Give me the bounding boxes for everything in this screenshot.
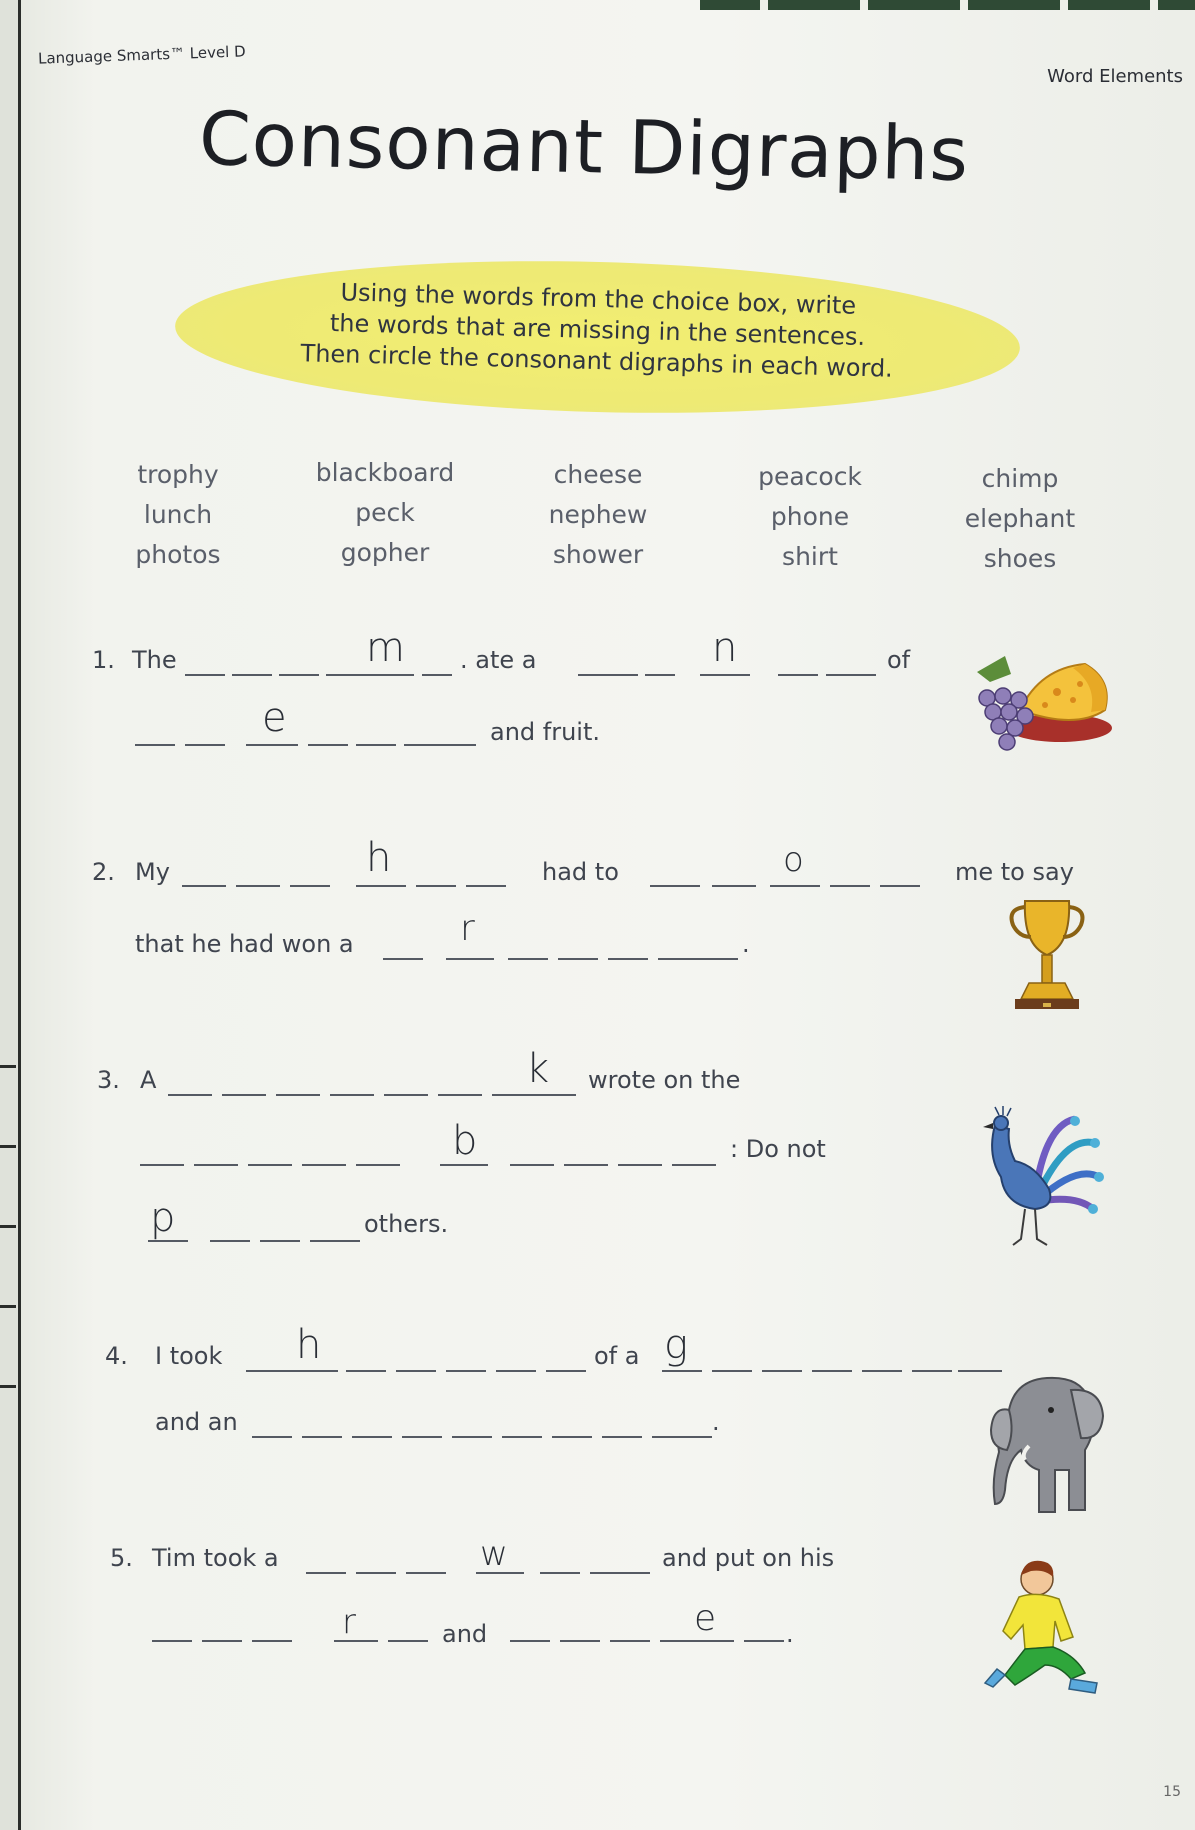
answer-blank[interactable] (778, 674, 818, 676)
peacock-icon (965, 1105, 1105, 1255)
answer-blank[interactable] (384, 1094, 428, 1096)
instruction-line: the words that are missing in the sentences. (329, 308, 866, 352)
answer-blank[interactable] (356, 1572, 396, 1574)
question-text: A (140, 1066, 157, 1094)
instruction-line: Using the words from the choice box, write (340, 278, 857, 320)
answer-blank[interactable] (912, 1370, 952, 1372)
question-number: 1. (92, 646, 115, 674)
answer-blank[interactable] (135, 744, 175, 746)
elephant-icon (985, 1370, 1110, 1525)
answer-blank[interactable] (652, 1436, 712, 1438)
answer-blank[interactable] (540, 1572, 580, 1574)
answer-blank[interactable] (446, 1370, 486, 1372)
choice-word: blackboard (315, 458, 455, 487)
question-text: I took (155, 1342, 223, 1370)
question-number: 2. (92, 858, 115, 886)
answer-blank[interactable] (185, 744, 225, 746)
choice-word: peck (355, 498, 415, 527)
handwritten-letter: o (783, 840, 804, 880)
question-text: had to (542, 858, 619, 886)
answer-blank[interactable] (334, 1640, 378, 1642)
answer-blank[interactable] (862, 1370, 902, 1372)
question-number: 5. (110, 1544, 133, 1572)
series-label: Language Smarts™ Level D (37, 42, 246, 68)
choice-word: lunch (143, 500, 213, 529)
question-text: . ate a (460, 646, 537, 674)
handwritten-letter: h (296, 1322, 322, 1368)
answer-blank[interactable] (406, 1572, 446, 1574)
answer-blank[interactable] (383, 958, 423, 960)
section-label: Word Elements (1047, 66, 1183, 87)
answer-blank[interactable] (744, 1640, 784, 1642)
trophy-icon (1005, 895, 1090, 1015)
answer-blank[interactable] (762, 1370, 802, 1372)
page-title: Consonant Digraphs (198, 96, 970, 199)
question-number: 3. (97, 1066, 120, 1094)
answer-blank[interactable] (252, 1436, 292, 1438)
cheese-grapes-icon (965, 650, 1115, 755)
question-text: My (135, 858, 170, 886)
answer-blank[interactable] (326, 674, 366, 676)
question-text: Tim took a (152, 1544, 279, 1572)
question-text: of (887, 646, 911, 674)
answer-blank[interactable] (276, 1094, 320, 1096)
answer-blank[interactable] (352, 1436, 392, 1438)
answer-blank[interactable] (590, 1572, 650, 1574)
instructions (229, 274, 966, 386)
answer-blank[interactable] (194, 1164, 238, 1166)
answer-blank[interactable] (232, 674, 272, 676)
answer-blank[interactable] (502, 1436, 542, 1438)
answer-blank[interactable] (416, 885, 456, 887)
answer-blank[interactable] (356, 744, 396, 746)
answer-blank[interactable] (830, 885, 870, 887)
answer-blank[interactable] (185, 674, 225, 676)
instruction-line: Then circle the consonant digraphs in each word. (300, 339, 894, 383)
answer-blank[interactable] (148, 1240, 188, 1242)
answer-blank[interactable] (248, 1164, 292, 1166)
question-text: and an (155, 1408, 238, 1436)
answer-blank[interactable] (558, 958, 598, 960)
answer-blank[interactable] (396, 1370, 436, 1372)
boy-putting-on-shoes-icon (975, 1555, 1120, 1705)
answer-blank[interactable] (712, 1370, 752, 1372)
answer-blank[interactable] (246, 1370, 338, 1372)
answer-blank[interactable] (260, 1240, 300, 1242)
choice-word: gopher (340, 538, 430, 567)
answer-blank[interactable] (290, 885, 330, 887)
answer-blank[interactable] (662, 1370, 702, 1372)
handwritten-letter: p (150, 1195, 176, 1241)
handwritten-letter: g (664, 1322, 689, 1368)
handwritten-letter: b (452, 1118, 478, 1164)
answer-blank[interactable] (246, 744, 298, 746)
choice-word: shirt (782, 542, 838, 571)
choice-word: trophy (137, 460, 219, 489)
answer-blank[interactable] (496, 1370, 536, 1372)
question-text: . (742, 930, 750, 958)
handwritten-letter: n (712, 625, 738, 671)
question-text: others. (364, 1210, 449, 1238)
question-text: and put on his (662, 1544, 835, 1572)
answer-blank[interactable] (236, 885, 280, 887)
answer-blank[interactable] (508, 958, 548, 960)
answer-blank[interactable] (366, 674, 414, 676)
answer-blank[interactable] (650, 885, 700, 887)
answer-blank[interactable] (546, 1370, 586, 1372)
answer-blank[interactable] (388, 1640, 428, 1642)
answer-blank[interactable] (252, 1640, 292, 1642)
answer-blank[interactable] (310, 1240, 360, 1242)
question-number: 4. (105, 1342, 128, 1370)
answer-blank[interactable] (330, 1094, 374, 1096)
answer-blank[interactable] (202, 1640, 242, 1642)
answer-blank[interactable] (812, 1370, 852, 1372)
answer-blank[interactable] (476, 1572, 524, 1574)
answer-blank[interactable] (422, 674, 452, 676)
choice-word: peacock (758, 462, 862, 491)
question-text: . (786, 1620, 794, 1648)
choice-word: cheese (553, 460, 643, 489)
choice-word: elephant (964, 504, 1076, 533)
handwritten-letter: r (460, 908, 475, 949)
question-text: : Do not (730, 1135, 826, 1163)
answer-blank[interactable] (210, 1240, 250, 1242)
answer-blank[interactable] (404, 744, 476, 746)
handwritten-letter: h (366, 835, 392, 881)
answer-blank[interactable] (302, 1164, 346, 1166)
answer-blank[interactable] (446, 958, 494, 960)
top-border (700, 0, 1195, 10)
page-number: 15 (1163, 1784, 1181, 1800)
handwritten-letter: w (480, 1534, 508, 1574)
question-text: wrote on the (588, 1066, 741, 1094)
question-text: that he had won a (135, 930, 354, 958)
answer-blank[interactable] (440, 1164, 488, 1166)
answer-blank[interactable] (510, 1164, 554, 1166)
answer-blank[interactable] (688, 1640, 734, 1642)
answer-blank[interactable] (306, 1572, 346, 1574)
answer-blank[interactable] (308, 744, 348, 746)
answer-blank[interactable] (356, 1164, 400, 1166)
choice-word: photos (135, 540, 221, 569)
answer-blank[interactable] (552, 1436, 592, 1438)
answer-blank[interactable] (700, 674, 750, 676)
answer-blank[interactable] (880, 885, 920, 887)
answer-blank[interactable] (152, 1640, 192, 1642)
question-text: and fruit. (490, 718, 601, 746)
question-text: me to say (955, 858, 1074, 886)
answer-blank[interactable] (608, 958, 648, 960)
answer-blank[interactable] (402, 1436, 442, 1438)
choice-word: shoes (983, 544, 1057, 573)
answer-blank[interactable] (168, 1094, 212, 1096)
answer-blank[interactable] (712, 885, 756, 887)
handwritten-letter: e (262, 695, 287, 741)
spiral-binding (0, 0, 21, 1830)
question-text: of a (594, 1342, 640, 1370)
handwritten-letter: r (342, 1602, 356, 1642)
answer-blank[interactable] (438, 1094, 482, 1096)
answer-blank[interactable] (826, 674, 876, 676)
question-text: . (712, 1408, 720, 1436)
question-text: The (132, 646, 177, 674)
answer-blank[interactable] (346, 1370, 386, 1372)
answer-blank[interactable] (564, 1164, 608, 1166)
answer-blank[interactable] (279, 674, 319, 676)
answer-blank[interactable] (658, 958, 698, 960)
answer-blank[interactable] (698, 958, 738, 960)
answer-blank[interactable] (560, 1640, 600, 1642)
answer-blank[interactable] (770, 885, 820, 887)
handwritten-letter: m (366, 625, 405, 671)
answer-blank[interactable] (578, 674, 638, 676)
answer-blank[interactable] (356, 885, 406, 887)
question-text: and (442, 1620, 488, 1648)
answer-blank[interactable] (302, 1436, 342, 1438)
answer-blank[interactable] (510, 1640, 550, 1642)
answer-blank[interactable] (492, 1094, 576, 1096)
handwritten-letter: k (526, 1046, 550, 1092)
choice-word: phone (770, 502, 850, 531)
handwritten-letter: e (694, 1598, 717, 1639)
answer-blank[interactable] (618, 1164, 662, 1166)
answer-blank[interactable] (452, 1436, 492, 1438)
answer-blank[interactable] (466, 885, 506, 887)
answer-blank[interactable] (140, 1164, 184, 1166)
choice-word: shower (552, 540, 644, 569)
answer-blank[interactable] (672, 1164, 716, 1166)
answer-blank[interactable] (645, 674, 675, 676)
answer-blank[interactable] (222, 1094, 266, 1096)
answer-blank[interactable] (182, 885, 226, 887)
answer-blank[interactable] (610, 1640, 650, 1642)
choice-word: chimp (981, 464, 1059, 493)
choice-word: nephew (548, 500, 648, 529)
answer-blank[interactable] (602, 1436, 642, 1438)
